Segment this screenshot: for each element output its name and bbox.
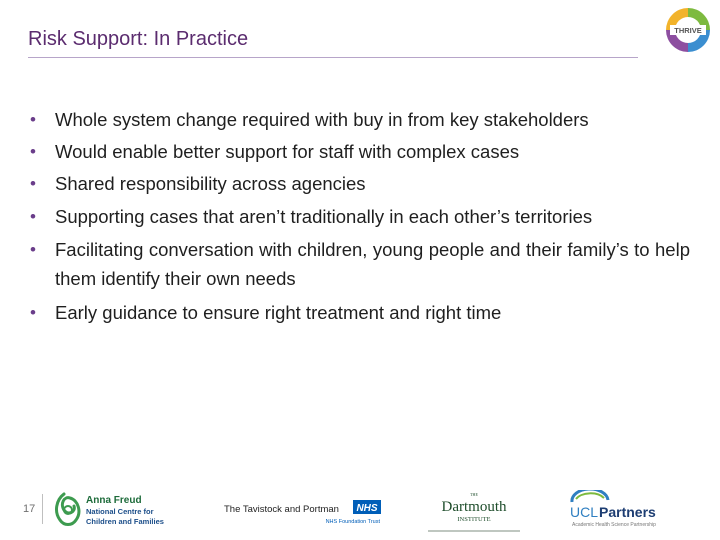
footer-divider [42, 494, 43, 524]
bullet-item [30, 136, 690, 168]
uclpartners-sub: Academic Health Science Partnership [572, 522, 656, 528]
bullet-text: Shared responsibility across agencies [55, 173, 366, 194]
slide-title: Risk Support: In Practice [28, 28, 249, 50]
anna-freud-logo-icon [57, 494, 79, 525]
bullet-item [30, 297, 690, 329]
bullet-marker: • [30, 174, 36, 193]
bullet-item [30, 104, 690, 136]
bullet-text: Early guidance to ensure right treatment and right time [55, 302, 502, 323]
bullet-item [30, 202, 690, 231]
nhs-badge-text: NHS [356, 503, 378, 514]
dartmouth-name: Dartmouth [441, 499, 507, 515]
dartmouth-logo [424, 490, 524, 536]
bullet-marker: • [30, 110, 36, 129]
dartmouth-top: THE [470, 492, 478, 497]
anna-freud-line2: National Centre for [86, 507, 154, 516]
partners-text: Partners [599, 504, 656, 520]
page-number: 17 [23, 503, 36, 515]
thrive-logo-icon [664, 6, 712, 54]
bullet-list [30, 104, 690, 329]
tavistock-name: The Tavistock and Portman [224, 504, 339, 515]
title-divider [28, 57, 638, 58]
dartmouth-sub: INSTITUTE [457, 516, 491, 523]
bullet-text: Would enable better support for staff with complex cases [55, 141, 520, 162]
thrive-logo-text: THRIVE [674, 26, 702, 35]
bullet-text: Whole system change required with buy in from key stakeholders [55, 109, 589, 130]
bullet-item [30, 168, 690, 200]
anna-freud-logo [50, 490, 190, 530]
anna-freud-line3: Children and Families [86, 517, 164, 526]
bullet-text: Supporting cases that aren’t traditionally in each other’s territories [55, 206, 593, 227]
bullet-marker: • [30, 142, 36, 161]
bullet-text: Facilitating conversation with children, young people and their family’s to help them identify their own needs [55, 239, 690, 289]
anna-freud-name: Anna Freud [86, 495, 142, 506]
ucl-text: UCL [570, 504, 599, 520]
bullet-item [30, 235, 690, 293]
tavistock-logo [222, 490, 384, 526]
bullet-marker: • [30, 303, 36, 322]
uclpartners-logo [568, 490, 680, 530]
bullet-marker: • [30, 207, 36, 226]
bullet-marker: • [30, 240, 36, 259]
tavistock-trust: NHS Foundation Trust [325, 519, 380, 525]
